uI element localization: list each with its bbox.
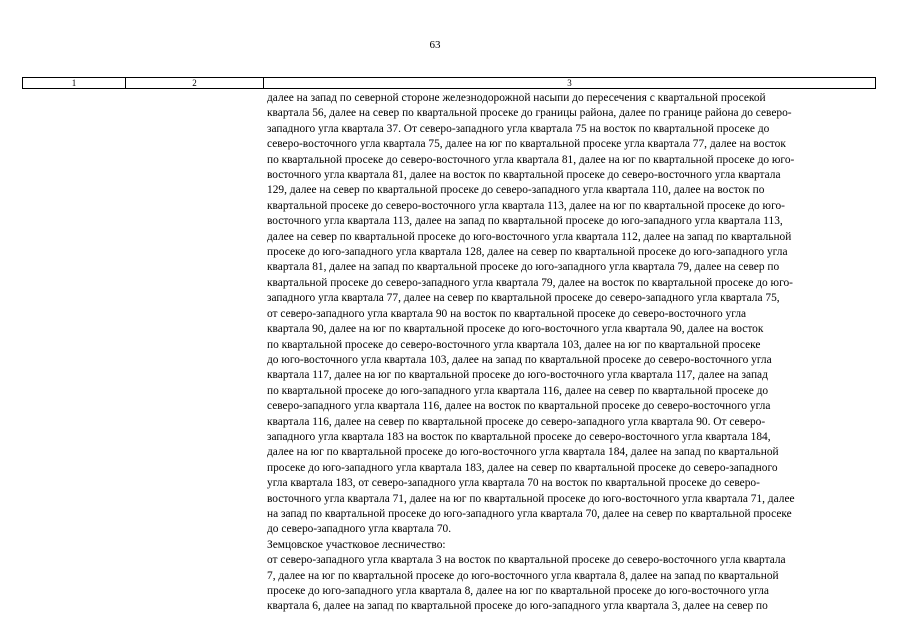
column-header-3: 3: [264, 78, 876, 89]
text-line: далее на север по квартальной просеке до юго-восточного угла квартала 112, далее на запад по квартальной: [267, 230, 792, 243]
text-line: по квартальной просеке до северо-восточного угла квартала 103, далее на юг по квартальной просеке: [267, 338, 761, 351]
text-line: квартала 81, далее на запад по квартальной просеке до юго-западного угла квартала 79, далее на север по: [267, 261, 780, 274]
text-line: западного угла квартала 37. От северо-западного угла квартала 75 на восток по квартальной просеке до: [267, 122, 770, 135]
text-line: квартала 6, далее на запад по квартальной просеке до юго-западного угла квартала 3, далее на север по: [267, 600, 768, 613]
text-line: квартальной просеке до северо-восточного угла квартала 113, далее на юг по квартальной просеке до юго-: [267, 199, 785, 212]
text-line: северо-восточного угла квартала 75, далее на юг по квартальной просеке угла квартала 77, далее на восток: [267, 138, 786, 151]
text-line: квартала 117, далее на юг по квартальной просеке до юго-восточного угла квартала 117, далее на запад: [267, 369, 768, 382]
boundary-description-text: [267, 91, 872, 615]
text-line: просеке до юго-западного угла квартала 128, далее на север по квартальной просеке до юго-западного угла: [267, 246, 788, 259]
text-line: восточного угла квартала 71, далее на юг по квартальной просеке до юго-восточного угла квартала 71, далее: [267, 492, 795, 505]
text-line: 129, далее на север по квартальной просеке до северо-западного угла квартала 110, далее на восток по: [267, 184, 765, 197]
text-line: просеке до юго-западного угла квартала 183, далее на север по квартальной просеке до северо-западного: [267, 461, 778, 474]
text-line: до северо-западного угла квартала 70.: [267, 523, 452, 536]
text-line: западного угла квартала 183 на восток по квартальной просеке до северо-восточного угла квартала 184,: [267, 430, 771, 443]
column-header-2: 2: [126, 78, 264, 89]
text-line: по квартальной просеке до юго-западного угла квартала 116, далее на север по квартальной просеке до: [267, 384, 769, 397]
text-line: восточного угла квартала 113, далее на запад по квартальной просеке до юго-западного угла квартала 113,: [267, 215, 783, 228]
text-line: квартала 116, далее на север по квартальной просеке до северо-западного угла квартала 90. От северо-: [267, 415, 766, 428]
text-line: по квартальной просеке до северо-восточного угла квартала 81, далее на юг по квартальной просеке до юго-: [267, 153, 795, 166]
text-line: квартала 90, далее на юг по квартальной просеке до юго-восточного угла квартала 90, далее на восток: [267, 323, 764, 336]
text-line: далее на запад по северной стороне железнодорожной насыпи до пересечения с квартальной просекой: [267, 92, 766, 104]
text-line: от северо-западного угла квартала 90 на восток по квартальной просеке до северо-восточного угла: [267, 307, 747, 320]
text-line: восточного угла квартала 81, далее на восток по квартальной просеке до северо-восточного угла квартала: [267, 169, 781, 182]
text-line: от северо-западного угла квартала 3 на восток по квартальной просеке до северо-восточного угла квартала: [267, 554, 786, 567]
text-line: на запад по квартальной просеке до юго-западного угла квартала 70, далее на север по квартальной просеке: [267, 507, 792, 520]
column-header-row: [23, 78, 876, 89]
text-line: 7, далее на юг по квартальной просеке до юго-восточного угла квартала 8, далее на запад по квартальной: [267, 569, 779, 582]
text-line: квартальной просеке до северо-западного угла квартала 79, далее на восток по квартальной просеке до юго-: [267, 276, 793, 289]
text-line: Земцовское участковое лесничество:: [267, 538, 446, 551]
text-line: северо-западного угла квартала 116, далее на восток по квартальной просеке до северо-восточного угла: [267, 400, 771, 413]
text-line: просеке до юго-западного угла квартала 8, далее на юг по квартальной просеке до юго-восточного угла: [267, 585, 769, 597]
column-header-1: 1: [23, 78, 126, 89]
text-line: западного угла квартала 77, далее на север по квартальной просеке до северо-западного угла квартала 75,: [267, 292, 780, 305]
text-line: далее на юг по квартальной просеке до юго-восточного угла квартала 184, далее на запад по квартальной: [267, 446, 779, 459]
text-line: квартала 56, далее на север по квартальной просеке до границы района, далее по границе района до северо-: [267, 107, 792, 120]
text-line: до юго-восточного угла квартала 103, далее на запад по квартальной просеке до северо-восточного угла: [267, 353, 772, 366]
column-header-table: [22, 77, 876, 89]
page-number: 63: [429, 39, 441, 51]
text-line: угла квартала 183, от северо-западного угла квартала 70 на восток по квартальной просеке до северо-: [267, 477, 760, 490]
